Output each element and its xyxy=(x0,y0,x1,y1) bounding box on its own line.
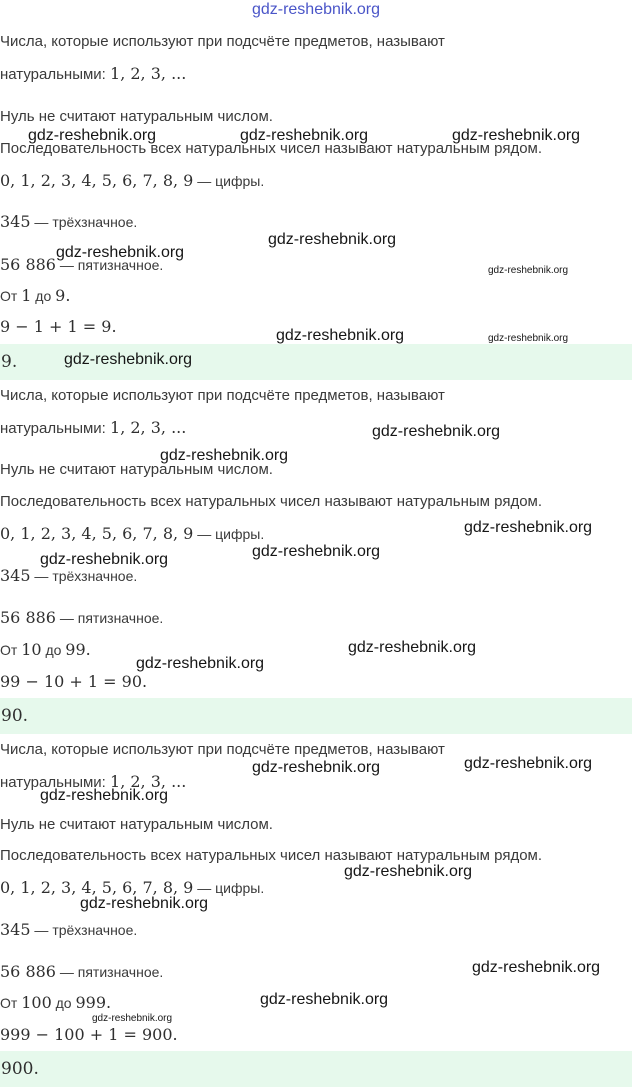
watermark: gdz-reshebnik.org xyxy=(160,447,289,464)
digits-math: 0, 1, 2, 3, 4, 5, 6, 7, 8, 9 xyxy=(0,524,194,543)
answer-box: 900. xyxy=(0,1051,632,1087)
watermark: gdz-reshebnik.org xyxy=(348,639,477,656)
range-a: 10 xyxy=(21,640,42,659)
three-digit-text: — трёхзначное. xyxy=(30,568,138,584)
natural-examples: 1, 2, 3, ... xyxy=(110,418,187,437)
natural-def-text: натуральными: xyxy=(0,66,111,83)
watermark: gdz-reshebnik.org xyxy=(252,759,381,776)
digits-line xyxy=(0,524,264,543)
zero-note: Нуль не считают натуральным числом. xyxy=(0,816,273,833)
five-digit-math: 56 886 xyxy=(0,608,56,627)
answer-box: 9. xyxy=(0,344,632,380)
watermark: gdz-reshebnik.org xyxy=(56,244,185,261)
sequence-note: Последовательность всех натуральных чисел называют натуральным рядом. xyxy=(0,493,543,510)
watermark: gdz-reshebnik.org xyxy=(276,327,405,344)
watermark: gdz-reshebnik.org xyxy=(488,333,569,344)
watermark: gdz-reshebnik.org xyxy=(464,519,593,536)
range-end: . xyxy=(85,640,91,659)
header-watermark[interactable]: gdz-reshebnik.org xyxy=(251,1,381,18)
watermark: gdz-reshebnik.org xyxy=(260,991,389,1008)
formula: 99 − 10 + 1 = 90. xyxy=(0,672,148,691)
watermark: gdz-reshebnik.org xyxy=(252,543,381,560)
watermark: gdz-reshebnik.org xyxy=(136,655,265,672)
five-digit-text: — пятизначное. xyxy=(55,257,164,273)
range-end: . xyxy=(65,286,71,305)
three-digit-line xyxy=(0,920,137,939)
five-digit-math: 56 886 xyxy=(0,962,56,981)
natural-def-text: натуральными: xyxy=(0,420,111,437)
watermark: gdz-reshebnik.org xyxy=(268,231,397,248)
natural-def-line2 xyxy=(0,418,186,437)
three-digit-text: — трёхзначное. xyxy=(30,922,138,938)
natural-examples: 1, 2, 3, ... xyxy=(110,772,187,791)
three-digit-text: — трёхзначное. xyxy=(30,214,138,230)
digits-text: — цифры. xyxy=(193,173,265,189)
watermark: gdz-reshebnik.org xyxy=(64,351,193,368)
digits-text: — цифры. xyxy=(193,880,265,896)
natural-def-line1: Числа, которые используют при подсчёте предметов, называют xyxy=(0,33,445,50)
three-digit-math: 345 xyxy=(0,566,31,585)
watermark: gdz-reshebnik.org xyxy=(488,265,569,276)
five-digit-math: 56 886 xyxy=(0,255,56,274)
watermark: gdz-reshebnik.org xyxy=(464,755,593,772)
range-line xyxy=(0,286,70,305)
watermark: gdz-reshebnik.org xyxy=(80,895,209,912)
sequence-note: Последовательность всех натуральных чисел называют натуральным рядом. xyxy=(0,140,543,157)
range-mid: до xyxy=(51,995,76,1011)
three-digit-line xyxy=(0,212,137,231)
digits-text: — цифры. xyxy=(193,526,265,542)
five-digit-line xyxy=(0,962,163,981)
range-b: 99 xyxy=(65,640,86,659)
range-line xyxy=(0,640,91,659)
sequence-note: Последовательность всех натуральных чисел называют натуральным рядом. xyxy=(0,847,543,864)
natural-def-line1: Числа, которые используют при подсчёте предметов, называют xyxy=(0,387,445,404)
range-a: 1 xyxy=(21,286,32,305)
answer-box: 90. xyxy=(0,698,632,734)
formula: 999 − 100 + 1 = 900. xyxy=(0,1025,178,1044)
watermark: gdz-reshebnik.org xyxy=(40,551,169,568)
watermark: gdz-reshebnik.org xyxy=(240,127,369,144)
three-digit-math: 345 xyxy=(0,920,31,939)
watermark: gdz-reshebnik.org xyxy=(452,127,581,144)
range-from: От xyxy=(0,995,22,1011)
range-line xyxy=(0,993,111,1012)
natural-def-line1: Числа, которые используют при подсчёте предметов, называют xyxy=(0,741,445,758)
zero-note: Нуль не считают натуральным числом. xyxy=(0,108,273,125)
natural-def-text: натуральными: xyxy=(0,774,111,791)
three-digit-math: 345 xyxy=(0,212,31,231)
natural-def-line2 xyxy=(0,64,186,83)
watermark: gdz-reshebnik.org xyxy=(472,959,601,976)
watermark: gdz-reshebnik.org xyxy=(372,423,501,440)
five-digit-line xyxy=(0,608,163,627)
range-mid: до xyxy=(41,642,66,658)
range-from: От xyxy=(0,642,22,658)
natural-examples: 1, 2, 3, ... xyxy=(110,64,187,83)
range-from: От xyxy=(0,288,22,304)
digits-line xyxy=(0,171,264,190)
watermark: gdz-reshebnik.org xyxy=(92,1013,173,1024)
digits-math: 0, 1, 2, 3, 4, 5, 6, 7, 8, 9 xyxy=(0,171,194,190)
range-end: . xyxy=(106,993,112,1012)
five-digit-text: — пятизначное. xyxy=(55,610,164,626)
watermark: gdz-reshebnik.org xyxy=(40,787,169,804)
range-b: 999 xyxy=(75,993,107,1012)
digits-math: 0, 1, 2, 3, 4, 5, 6, 7, 8, 9 xyxy=(0,878,194,897)
zero-note: Нуль не считают натуральным числом. xyxy=(0,461,273,478)
range-mid: до xyxy=(31,288,56,304)
watermark: gdz-reshebnik.org xyxy=(28,127,157,144)
five-digit-text: — пятизначное. xyxy=(55,964,164,980)
formula: 9 − 1 + 1 = 9. xyxy=(0,317,117,336)
watermark: gdz-reshebnik.org xyxy=(344,863,473,880)
range-b: 9 xyxy=(55,286,66,305)
range-a: 100 xyxy=(21,993,52,1012)
